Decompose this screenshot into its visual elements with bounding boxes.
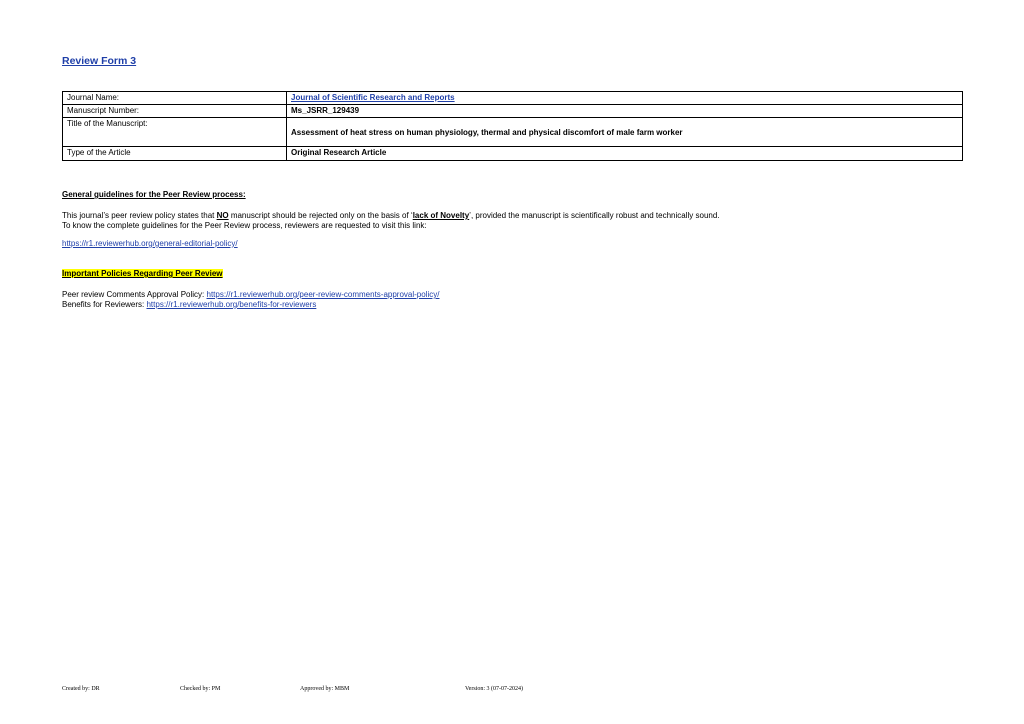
benefits-label: Benefits for Reviewers: — [62, 300, 147, 309]
manuscript-info-table — [62, 91, 963, 161]
editorial-policy-link[interactable]: https://r1.reviewerhub.org/general-editorial-policy/ — [62, 239, 238, 248]
journal-name-label: Journal Name: — [63, 92, 287, 105]
footer-checked: Checked by: PM — [180, 686, 221, 692]
form-title[interactable]: Review Form 3 — [62, 55, 137, 67]
benefits-link[interactable]: https://r1.reviewerhub.org/benefits-for-reviewers — [146, 300, 317, 309]
footer-version: Version: 3 (07-07-2024) — [465, 686, 523, 692]
policy-text-part: This journal’s peer review policy states that — [62, 211, 217, 220]
footer-created: Created by: DR — [62, 686, 100, 692]
table-row — [63, 105, 963, 118]
approval-policy-link[interactable]: https://r1.reviewerhub.org/peer-review-comments-approval-policy/ — [206, 290, 440, 299]
policy-text-part: manuscript should be rejected only on the basis of ‘ — [228, 211, 413, 220]
approval-policy-line — [62, 290, 439, 300]
guidelines-policy-text — [62, 211, 720, 221]
policy-text-part: ’, provided the manuscript is scientifically robust and technically sound. — [469, 211, 720, 220]
footer-approved: Approved by: MBM — [300, 686, 350, 692]
manuscript-number-value: Ms_JSRR_129439 — [287, 105, 963, 118]
guidelines-visit-text: To know the complete guidelines for the Peer Review process, reviewers are requested to visit this link: — [62, 221, 427, 230]
manuscript-number-label: Manuscript Number: — [63, 105, 287, 118]
table-row — [63, 118, 963, 147]
benefits-line — [62, 300, 316, 310]
table-row — [63, 147, 963, 161]
guidelines-heading: General guidelines for the Peer Review process: — [62, 190, 246, 199]
article-type-value: Original Research Article — [287, 147, 963, 161]
policies-heading: Important Policies Regarding Peer Review — [62, 269, 223, 278]
journal-name-link[interactable]: Journal of Scientific Research and Reports — [287, 92, 963, 105]
no-emphasis: NO — [216, 211, 229, 220]
approval-policy-label: Peer review Comments Approval Policy: — [62, 290, 207, 299]
novelty-emphasis: lack of Novelty — [412, 211, 470, 220]
article-type-label: Type of the Article — [63, 147, 287, 161]
manuscript-title-label: Title of the Manuscript: — [63, 118, 287, 147]
table-row — [63, 92, 963, 105]
manuscript-title-value: Assessment of heat stress on human physiology, thermal and physical discomfort of male farm worker — [287, 118, 963, 147]
